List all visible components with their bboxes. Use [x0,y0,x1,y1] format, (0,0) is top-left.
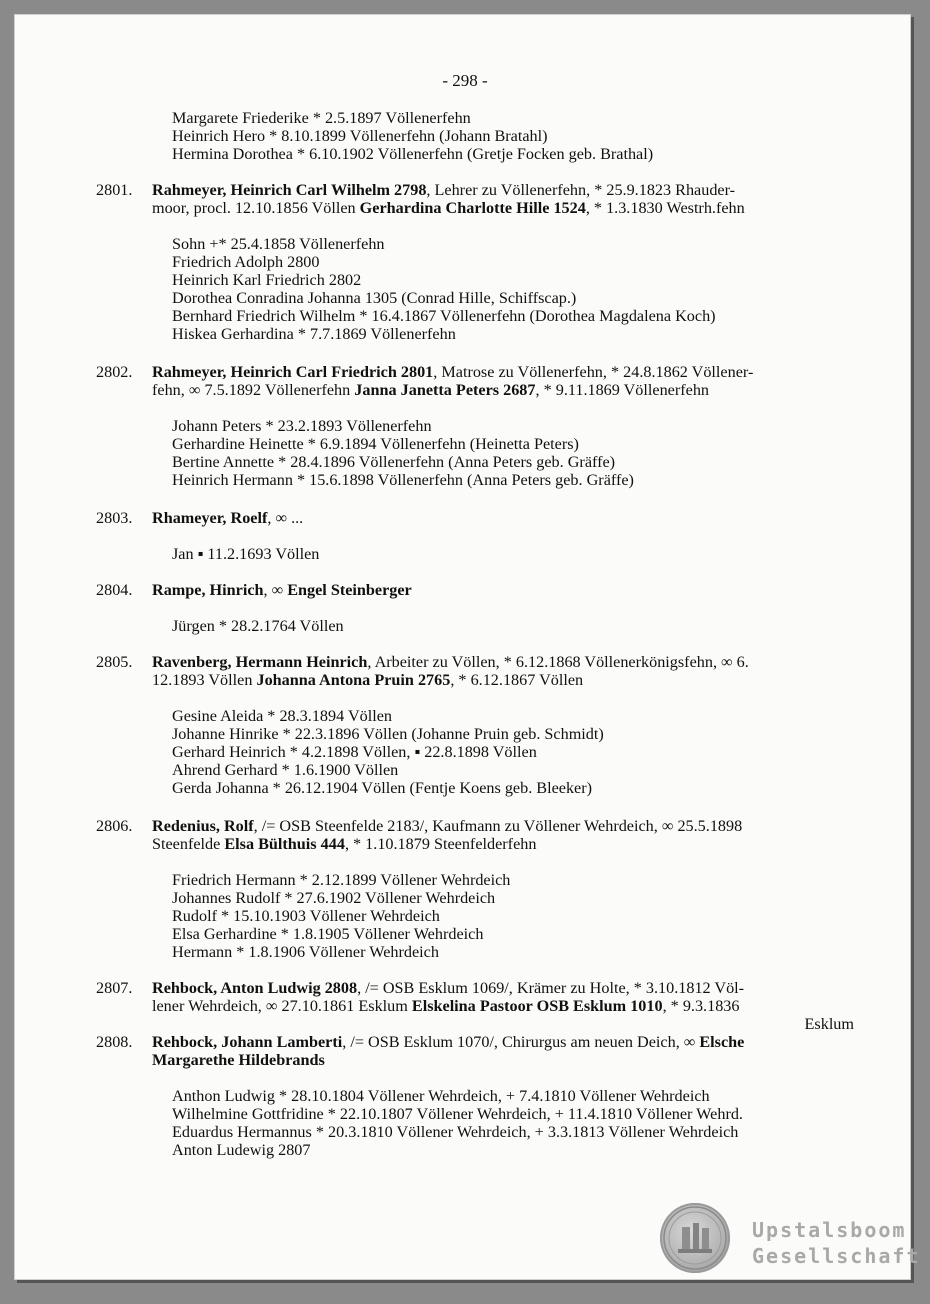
text-span: , * 9.3.1836 [662,997,740,1015]
entry-heading-line [152,363,753,381]
child-line: Eduardus Hermannus * 20.3.1810 Völlener Wehrdeich, + 3.3.1813 Völlener Wehrdeich [172,1123,739,1141]
child-line: Dorothea Conradina Johanna 1305 (Conrad Hille, Schiffscap.) [172,289,577,307]
entry-number: 2801. [96,181,133,199]
child-line: Jan ▪ 11.2.1693 Völlen [172,545,320,563]
child-line: Gerhard Heinrich * 4.2.1898 Völlen, ▪ 22.8.1898 Völlen [172,743,537,761]
child-line: Jürgen * 28.2.1764 Völlen [172,617,344,635]
text-span: moor, procl. 12.10.1856 Völlen [152,199,360,217]
entry-heading-line [152,979,744,997]
bold-name: Redenius, Rolf [152,817,254,835]
text-span: fehn, ∞ 7.5.1892 Völlenerfehn [152,381,355,399]
text-span: , /= OSB Steenfelde 2183/, Kaufmann zu Völlener Wehrdeich, ∞ 25.5.1898 [253,817,743,835]
seal-icon [660,1203,730,1273]
child-line: Margarete Friederike * 2.5.1897 Völlenerfehn [172,109,471,127]
entry-overflow-text: Esklum [804,1015,854,1033]
bold-name: Ravenberg, Hermann Heinrich [152,653,368,671]
entry-number: 2804. [96,581,133,599]
child-line: Bernhard Friedrich Wilhelm * 16.4.1867 Völlenerfehn (Dorothea Magdalena Koch) [172,307,716,325]
entry-heading-line [152,835,536,853]
entry-number: 2808. [96,1033,133,1051]
child-line: Johanne Hinrike * 22.3.1896 Völlen (Johanne Pruin geb. Schmidt) [172,725,604,743]
entry-number: 2803. [96,509,133,527]
child-line: Heinrich Karl Friedrich 2802 [172,271,362,289]
bold-name: Rehbock, Anton Ludwig 2808 [152,979,358,997]
text-span: , * 6.12.1867 Völlen [450,671,584,689]
bold-name: Rampe, Hinrich [152,581,264,599]
child-line: Gerda Johanna * 26.12.1904 Völlen (Fentje Koens geb. Bleeker) [172,779,593,797]
entry-heading-line [152,817,742,835]
text-span: , Arbeiter zu Völlen, * 6.12.1868 Völlenerkönigsfehn, ∞ 6. [367,653,749,671]
text-span: , * 9.11.1869 Völlenerfehn [535,381,710,399]
child-line: Johann Peters * 23.2.1893 Völlenerfehn [172,417,432,435]
entry-heading-line [152,671,583,689]
child-line: Heinrich Hero * 8.10.1899 Völlenerfehn (Johann Bratahl) [172,127,548,145]
text-span: Steenfelde [152,835,225,853]
entry-heading-line [152,997,739,1015]
child-line: Friedrich Hermann * 2.12.1899 Völlener Wehrdeich [172,871,511,889]
society-name-line2: Gesellschaft [752,1244,921,1268]
entry-number: 2805. [96,653,133,671]
entry-heading-line [152,381,709,399]
entry-heading-line [152,653,749,671]
entry-number: 2807. [96,979,133,997]
child-line: Anthon Ludwig * 28.10.1804 Völlener Wehrdeich, + 7.4.1810 Völlener Wehrdeich [172,1087,710,1105]
child-line: Wilhelmine Gottfridine * 22.10.1807 Völlener Wehrdeich, + 11.4.1810 Völlener Wehrd. [172,1105,743,1123]
entry-number: 2806. [96,817,133,835]
child-line: Rudolf * 15.10.1903 Völlener Wehrdeich [172,907,440,925]
bold-name: Johanna Antona Pruin 2765 [256,671,451,689]
bold-name: Rahmeyer, Heinrich Carl Friedrich 2801 [152,363,434,381]
child-line: Friedrich Adolph 2800 [172,253,320,271]
bold-name: Janna Janetta Peters 2687 [354,381,536,399]
child-line: Ahrend Gerhard * 1.6.1900 Völlen [172,761,399,779]
text-span: lener Wehrdeich, ∞ 27.10.1861 Esklum [152,997,412,1015]
child-line: Hermina Dorothea * 6.10.1902 Völlenerfehn (Gretje Focken geb. Brathal) [172,145,654,163]
page-number: - 298 - [442,71,488,90]
child-line: Gerhardine Heinette * 6.9.1894 Völlenerfehn (Heinetta Peters) [172,435,579,453]
society-name-line1: Upstalsboom [752,1218,907,1242]
child-line: Hiskea Gerhardina * 7.7.1869 Völlenerfehn [172,325,456,343]
text-span: 12.1893 Völlen [152,671,257,689]
bold-name: Margarethe Hildebrands [152,1051,325,1069]
entry-heading-line [152,509,303,527]
entry-heading-line [152,1033,744,1051]
child-line: Johannes Rudolf * 27.6.1902 Völlener Wehrdeich [172,889,496,907]
child-line: Hermann * 1.8.1906 Völlener Wehrdeich [172,943,439,961]
child-line: Bertine Annette * 28.4.1896 Völlenerfehn (Anna Peters geb. Gräffe) [172,453,616,471]
child-line: Gesine Aleida * 28.3.1894 Völlen [172,707,393,725]
text-span: , Lehrer zu Völlenerfehn, * 25.9.1823 Rhauder- [426,181,736,199]
text-span: , * 1.3.1830 Westrh.fehn [585,199,745,217]
text-span: , * 1.10.1879 Steenfelderfehn [344,835,537,853]
bold-name: Rehbock, Johann Lamberti [152,1033,343,1051]
entry-heading-line [152,199,745,217]
text-span: , Matrose zu Völlenerfehn, * 24.8.1862 Völlener- [433,363,754,381]
bold-name: Elsa Bülthuis 444 [224,835,345,853]
child-line: Heinrich Hermann * 15.6.1898 Völlenerfehn (Anna Peters geb. Gräffe) [172,471,634,489]
entry-number: 2802. [96,363,133,381]
bold-name: Rahmeyer, Heinrich Carl Wilhelm 2798 [152,181,427,199]
bold-name: Gerhardina Charlotte Hille 1524 [359,199,586,217]
text-span: , ∞ ... [267,509,304,527]
text-span: , ∞ [263,581,288,599]
child-line: Sohn +* 25.4.1858 Völlenerfehn [172,235,385,253]
bold-name: Elskelina Pastoor OSB Esklum 1010 [411,997,663,1015]
entry-heading-line [152,181,735,199]
text-span: , /= OSB Esklum 1070/, Chirurgus am neuen Deich, ∞ [342,1033,700,1051]
text-span: , /= OSB Esklum 1069/, Krämer zu Holte, * 3.10.1812 Völ- [357,979,745,997]
entry-heading-line [152,581,412,599]
bold-name: Rhameyer, Roelf [152,509,268,527]
entry-heading-line [152,1051,325,1069]
bold-name: Engel Steinberger [287,581,412,599]
child-line: Elsa Gerhardine * 1.8.1905 Völlener Wehrdeich [172,925,484,943]
child-line: Anton Ludewig 2807 [172,1141,311,1159]
bold-name: Elsche [699,1033,745,1051]
